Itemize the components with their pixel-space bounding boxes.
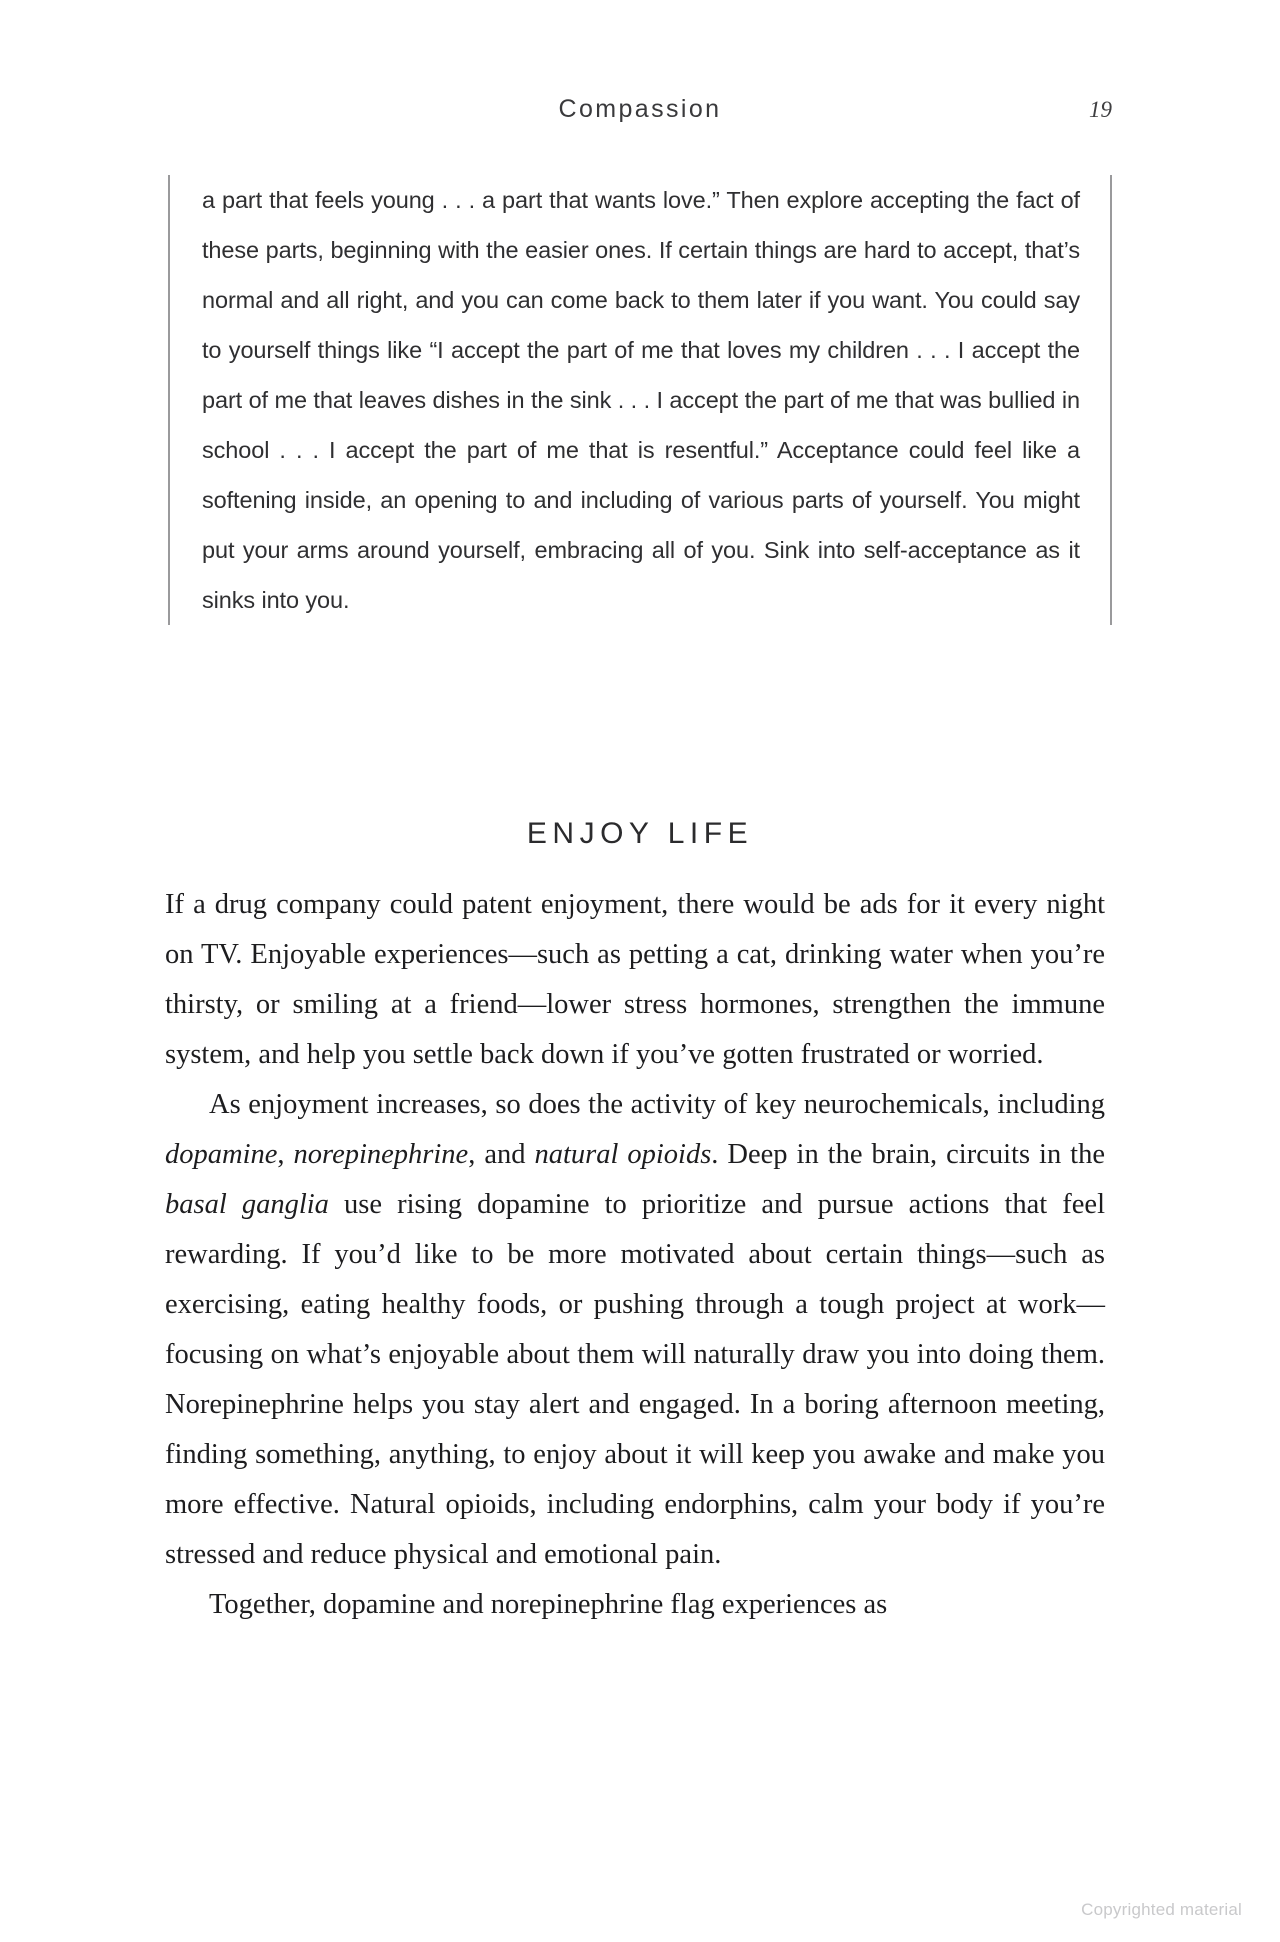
section-heading: ENJOY LIFE: [526, 816, 754, 850]
paragraph-3: Together, dopamine and norepinephrine flag experiences as: [209, 1589, 888, 1620]
copyright-watermark: Copyrighted material: [1081, 1900, 1242, 1919]
paragraph-2-segment-5: use rising dopamine to prioritize and pursue actions that feel rewarding. If you’d like to be more motivated about certain things—such as exercising, eating healthy foods, or pushing through a tough project at work—focusing on what’s enjoyable about them will naturally draw you into doing them. Norepinephrine helps you stay alert and engaged. In a boring afternoon meeting, finding something, anything, to enjoy about it will keep you awake and make you more effective. Natural opioids, including endorphins, calm your body if you’re stressed and reduce physical and emotional pain.: [165, 1189, 1105, 1570]
running-head-title: Compassion: [558, 95, 722, 123]
paragraph-2-segment-2: ,: [277, 1139, 294, 1170]
term-basal-ganglia: basal ganglia: [165, 1189, 329, 1220]
blockquote-text: a part that feels young . . . a part that wants love.” Then explore accepting the fact of these parts, beginning with the easier ones. If certain things are hard to accept, that’s normal and all right, and you can come back to them later if you want. You could say to yourself things like “I accept the part of me that loves my children . . . I accept the part of me that leaves dishes in the sink . . . I accept the part of me that was bullied in school . . . I accept the part of me that is resentful.” Acceptance could feel like a softening inside, an opening to and including of various parts of yourself. You might put your arms around yourself, embracing all of you. Sink into self-acceptance as it sinks into you.: [202, 187, 1080, 613]
term-natural-opioids: natural opioids: [534, 1139, 712, 1170]
paragraph-2-segment-3: , and: [468, 1139, 535, 1170]
blockquote: [168, 175, 1112, 625]
paragraph-1: If a drug company could patent enjoyment, there would be ads for it every night on TV. Enjoyable experiences—such as petting a cat, drinking water when you’re thirsty, or smiling at a friend—lower stress hormones, strengthen the immune system, and help you settle back down if you’ve gotten frustrated or worried.: [165, 889, 1105, 1070]
running-head: [168, 95, 1112, 129]
page-number: 19: [1089, 97, 1112, 122]
paragraph-2: [165, 1080, 1105, 1580]
term-dopamine: dopamine: [165, 1139, 278, 1170]
body-copy: [165, 880, 1105, 1630]
paragraph-2-segment-4: . Deep in the brain, circuits in the: [711, 1139, 1105, 1170]
paragraph-2-segment-1: As enjoyment increases, so does the activity of key neurochemicals, including: [209, 1089, 1105, 1120]
term-norepinephrine: norepinephrine: [293, 1139, 469, 1170]
